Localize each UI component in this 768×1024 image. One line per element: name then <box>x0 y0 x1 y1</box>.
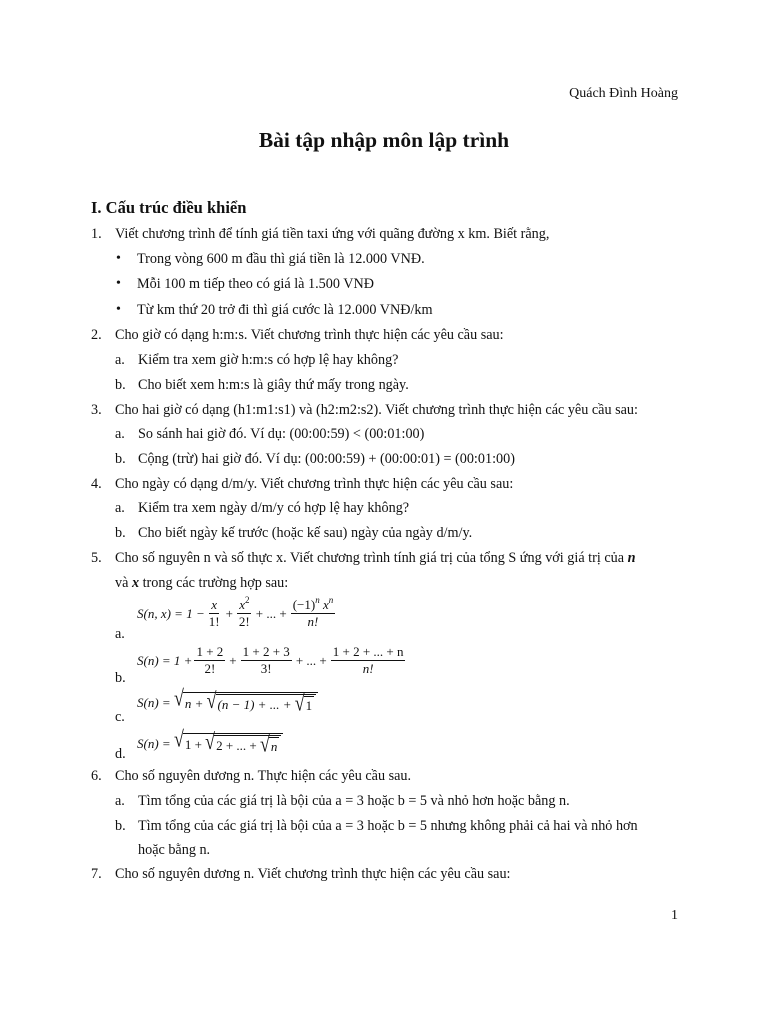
bullet-item: Từ km thứ 20 trở đi thì giá cước là 12.000 VNĐ/km <box>137 302 433 318</box>
radical: √ n + √ (n − 1) + ... + √ 1 <box>174 692 318 714</box>
sub-label: b. <box>115 818 126 834</box>
exponent: n <box>315 595 320 605</box>
radicand: (n − 1) + ... + <box>217 697 292 712</box>
problem-text-part: trong các trường hợp sau: <box>139 575 289 591</box>
radical: √ n <box>259 731 278 757</box>
document-title: Bài tập nhập môn lập trình <box>258 128 510 152</box>
numerator: x <box>239 597 245 612</box>
bullet-item: Trong vòng 600 m đầu thì giá tiền là 12.000 VNĐ. <box>137 251 425 267</box>
radicand: n + <box>184 696 204 711</box>
ellipsis-term: + ... + <box>255 605 287 621</box>
radicand: 2 + ... + <box>216 738 257 753</box>
formula-a: S(n, x) = 1 − $\frac{x}{1!}$ + $\frac{x^2}{2!}$ + ... + $\frac{(-1)^n x^n}{n!}$ <box>137 595 334 630</box>
sub-label: b. <box>115 451 126 467</box>
sub-label: b. <box>115 525 126 541</box>
formula-lhs: S(n) = 1 + <box>137 652 193 668</box>
formula-b: S(n) = 1 + $\frac{1 + 2}{2!}$ + $\frac{1 + 2 + 3}{3!}$ + ... + $\frac{1 + 2 + ... + n}{n!}$ <box>137 644 404 677</box>
sub-label: b. <box>115 377 126 393</box>
formula-label: b. <box>115 670 126 686</box>
numerator-part: x <box>322 597 329 612</box>
numerator: 1 + 2 + 3 <box>241 645 292 661</box>
problem-text: Cho hai giờ có dạng (h1:m1:s1) và (h2:m2:s2). Viết chương trình thực hiện các yêu cầu sau: <box>115 402 638 418</box>
problem-text: Cho ngày có dạng d/m/y. Viết chương trình thực hiện các yêu cầu sau: <box>115 476 514 492</box>
radical: √ (n − 1) + ... + √ 1 <box>207 694 317 714</box>
ellipsis-term: + ... + <box>295 652 327 668</box>
problem-number: 2. <box>91 327 102 343</box>
denominator: 2! <box>204 661 216 677</box>
fraction <box>207 598 222 630</box>
sub-label: a. <box>115 500 125 516</box>
radical: √ 2 + ... + √ n <box>205 735 281 755</box>
exponent: n <box>328 595 334 605</box>
sub-item: So sánh hai giờ đó. Ví dụ: (00:00:59) < (00:01:00) <box>138 426 425 442</box>
formula-lhs: S(n, x) = 1 − <box>137 605 205 621</box>
problem-number: 6. <box>91 768 102 784</box>
fraction <box>331 645 406 677</box>
radical: √ 1 + √ 2 + ... + √ n <box>174 733 283 755</box>
formula-c <box>137 685 318 716</box>
var-x: x <box>131 575 140 591</box>
problem-number: 3. <box>91 402 102 418</box>
exponent: 2 <box>244 595 250 605</box>
problem-text: Viết chương trình để tính giá tiền taxi ứng với quãng đường x km. Biết rằng, <box>115 226 550 242</box>
sub-item: Tìm tổng của các giá trị là bội của a = 3 hoặc b = 5 và nhỏ hơn hoặc bằng n. <box>138 793 570 809</box>
var-n: n <box>627 550 636 566</box>
problem-text <box>115 550 635 567</box>
formula-lhs: S(n) = <box>137 695 171 710</box>
problem-text: Cho số nguyên dương n. Thực hiện các yêu cầu sau. <box>115 768 412 784</box>
fraction <box>241 645 292 677</box>
problem-number: 7. <box>91 866 102 882</box>
author-name: Quách Đình Hoàng <box>569 86 678 101</box>
numerator: 1 + 2 + ... + n <box>331 645 406 661</box>
numerator: x <box>209 598 219 614</box>
formula-label: c. <box>115 709 125 725</box>
sub-item: Cho biết ngày kế trước (hoặc kế sau) ngày của ngày d/m/y. <box>138 525 473 541</box>
radical: √ 1 <box>294 690 313 716</box>
fraction <box>194 645 225 677</box>
fraction <box>237 595 252 630</box>
radicand: n <box>270 739 278 754</box>
denominator: 2! <box>238 614 250 630</box>
formula-lhs: S(n) = <box>137 736 171 751</box>
section-heading: I. Cấu trúc điều khiển <box>91 198 247 217</box>
radicand: 1 <box>305 698 313 713</box>
sub-label: a. <box>115 426 125 442</box>
sub-item: Cho biết xem h:m:s là giây thứ mấy trong ngày. <box>138 377 409 393</box>
sub-item: Cộng (trừ) hai giờ đó. Ví dụ: (00:00:59) + (00:00:01) = (00:01:00) <box>138 451 515 467</box>
sub-item: Kiểm tra xem giờ h:m:s có hợp lệ hay không? <box>138 352 399 368</box>
page-number: 1 <box>671 908 678 923</box>
problem-text: Cho số nguyên dương n. Viết chương trình thực hiện các yêu cầu sau: <box>115 866 511 882</box>
fraction <box>291 595 336 630</box>
denominator: n! <box>307 614 319 630</box>
sub-item: Tìm tổng của các giá trị là bội của a = 3 hoặc b = 5 nhưng không phải cả hai và nhỏ hơn <box>138 818 638 834</box>
numerator: 1 + 2 <box>194 645 225 661</box>
numerator-part: (−1) <box>292 597 316 612</box>
denominator: 1! <box>208 614 220 630</box>
bullet-dot: • <box>116 251 121 266</box>
problem-text: Cho giờ có dạng h:m:s. Viết chương trình thực hiện các yêu cầu sau: <box>115 327 504 343</box>
problem-text-line2 <box>115 575 288 592</box>
radicand: 1 + <box>184 737 202 752</box>
bullet-dot: • <box>116 302 121 317</box>
denominator: 3! <box>260 661 272 677</box>
problem-number: 5. <box>91 550 102 566</box>
sub-item: Kiểm tra xem ngày d/m/y có hợp lệ hay không? <box>138 500 410 516</box>
bullet-dot: • <box>116 276 121 291</box>
bullet-item: Mỗi 100 m tiếp theo có giá là 1.500 VNĐ <box>137 276 374 292</box>
denominator: n! <box>362 661 374 677</box>
problem-text-part: và <box>115 575 132 591</box>
sub-label: a. <box>115 793 125 809</box>
sub-item-continued: hoặc bằng n. <box>138 842 211 858</box>
problem-number: 1. <box>91 226 102 242</box>
problem-number: 4. <box>91 476 102 492</box>
formula-label: a. <box>115 626 125 642</box>
formula-label: d. <box>115 746 126 762</box>
problem-text-part: Cho số nguyên n và số thực x. Viết chương trình tính giá trị của tổng S ứng với giá trị của <box>115 550 628 566</box>
formula-d <box>137 726 283 757</box>
sub-label: a. <box>115 352 125 368</box>
